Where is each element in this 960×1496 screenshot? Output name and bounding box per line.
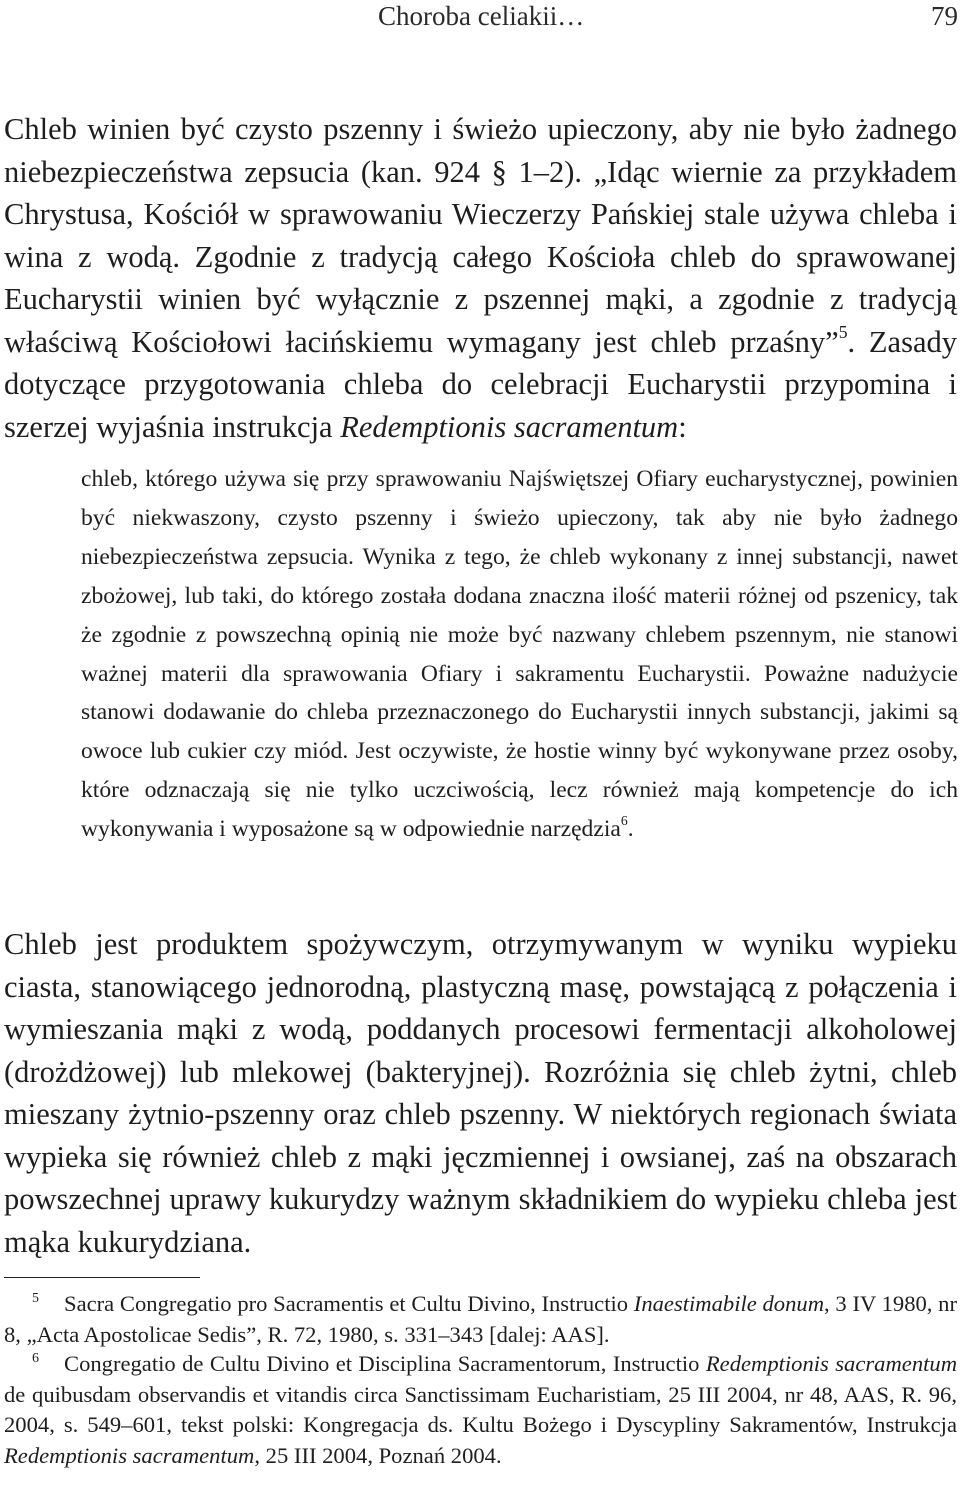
footnote-text: , 3 IV 1980, nr 8, „Acta Apostolicae Sedis”, R. 72, 1980, s. 331–343 [dalej: AAS].: [4, 1291, 957, 1347]
footnote-ref-5: 5: [838, 321, 848, 342]
quote-text: chleb, którego używa się przy sprawowaniu Najświętszej Ofiary eucharystycznej, powinien być niekwaszony, czysto pszenny i świeżo upieczony, tak aby nie było żadnego niebezpieczeństwa zepsucia. Wynika z tego, że chleb wykonany z innej substancji, nawet zbożowej, lub taki, do którego została dodana znaczna ilość materii różnej od pszenicy, tak że zgodnie z powszechną opinią nie może być nazwany chlebem pszennym, nie stanowi ważnej materii dla sprawowania Ofiary i sakramentu Eucharystii. Poważne nadużycie stanowi dodawanie do chleba przeznaczonego do Eucharystii innych substancji, jakimi są owoce lub cukier czy miód. Jest oczywiste, że hostie winny być wykonywane przez osoby, które odznaczają się nie tylko uczciwością, lecz również mają kompetencje do ich wykonywania i wyposażone są w odpowiednie narzędzia: [81, 466, 958, 843]
footnote-text: Congregatio de Cultu Divino et Disciplina Sacramentorum, Instructio: [64, 1351, 706, 1376]
footnote-text: Sacra Congregatio pro Sacramentis et Cultu Divino, Instructio: [64, 1291, 634, 1316]
footnote-italic-title: Inaestimabile donum: [633, 1291, 825, 1316]
footnote-italic-title: Redemptionis sacramentum: [4, 1442, 255, 1468]
footnote-6: 6 Congregatio de Cultu Divino et Disciplina Sacramentorum, Instructio Redemptionis sacramentum de quibusdam observandis et vitandis circa Sanctissimam Eucharistiam, 25 III 2004, nr 48, AAS, R. 96, 2004, s. 549–601, tekst polski: Kongregacja ds. Kultu Bożego i Dyscypliny Sakramentów, Instrukcja Redemptionis sacramentum, 25 III 2004, Poznań 2004.: [4, 1351, 958, 1468]
running-title: Choroba celiakii…: [378, 1, 585, 31]
quote-end: .: [627, 816, 634, 843]
paragraph-text: Chleb jest produktem spożywczym, otrzymywanym w wyniku wypieku ciasta, stanowiącego jednorodną, plastyczną masę, powstającą z połączenia i wymieszania mąki z wodą, poddanych procesowi fermentacji alkoholowej (drożdżowej) lub mlekowej (bakteryjnej). Rozróżnia się chleb żytni, chleb mieszany żytnio-pszenny oraz chleb pszenny. W niektórych regionach świata wypieka się również chleb z mąki jęczmiennej i owsianej, zaś na obszarach powszechnej uprawy kukurydzy ważnym składnikiem do wypieku chleba jest mąka kukurydziana.: [4, 927, 957, 1259]
footnote-ref-6: 6: [620, 813, 628, 829]
paragraph-text: . Zasady dotyczące przygotowania chleba do celebracji Eucharystii przypomina i szerzej wyjaśnia instrukcja: [4, 324, 957, 444]
paragraph-text: Chleb winien być czysto pszenny i świeżo upieczony, aby nie było żadnego niebezpieczeństwa zepsucia (kan. 924 § 1–2). „Idąc wiernie za przykładem Chrystusa, Kościół w sprawowaniu Wieczerzy Pańskiej stale używa chleba i wina z wodą. Zgodnie z tradycją całego Kościoła chleb do sprawowanej Eucharystii winien być wyłącznie z pszennej mąki, a zgodnie z tradycją właściwą Kościołowi łacińskiemu wymagany jest chleb przaśny”: [4, 112, 957, 359]
page-number: 79: [931, 1, 958, 31]
footnote-5: 5 Sacra Congregatio pro Sacramentis et Cultu Divino, Instructio Inaestimabile donum, 3 IV 1980, nr 8, „Acta Apostolicae Sedis”, R. 72, 1980, s. 331–343 [dalej: AAS].: [4, 1291, 957, 1347]
page-header: [378, 0, 960, 32]
paragraph-text: :: [678, 409, 687, 444]
body-paragraph-1: [4, 108, 957, 448]
body-paragraph-2: [4, 923, 957, 1263]
footnote-text: , 25 III 2004, Poznań 2004.: [254, 1442, 502, 1468]
document-title-italic: Redemptionis sacramentum: [340, 409, 679, 444]
footnote-text: de quibusdam observandis et vitandis circa Sanctissimam Eucharistiam, 25 III 2004, nr 48, AAS, R. 96, 2004, s. 549–601, tekst polski: Kongregacja ds. Kultu Bożego i Dyscypliny Sakramentów, Instrukcja: [4, 1381, 957, 1437]
block-quote: [81, 460, 958, 849]
footnote-divider: [4, 1277, 200, 1278]
footnote-italic-title: Redemptionis sacramentum: [705, 1351, 958, 1376]
